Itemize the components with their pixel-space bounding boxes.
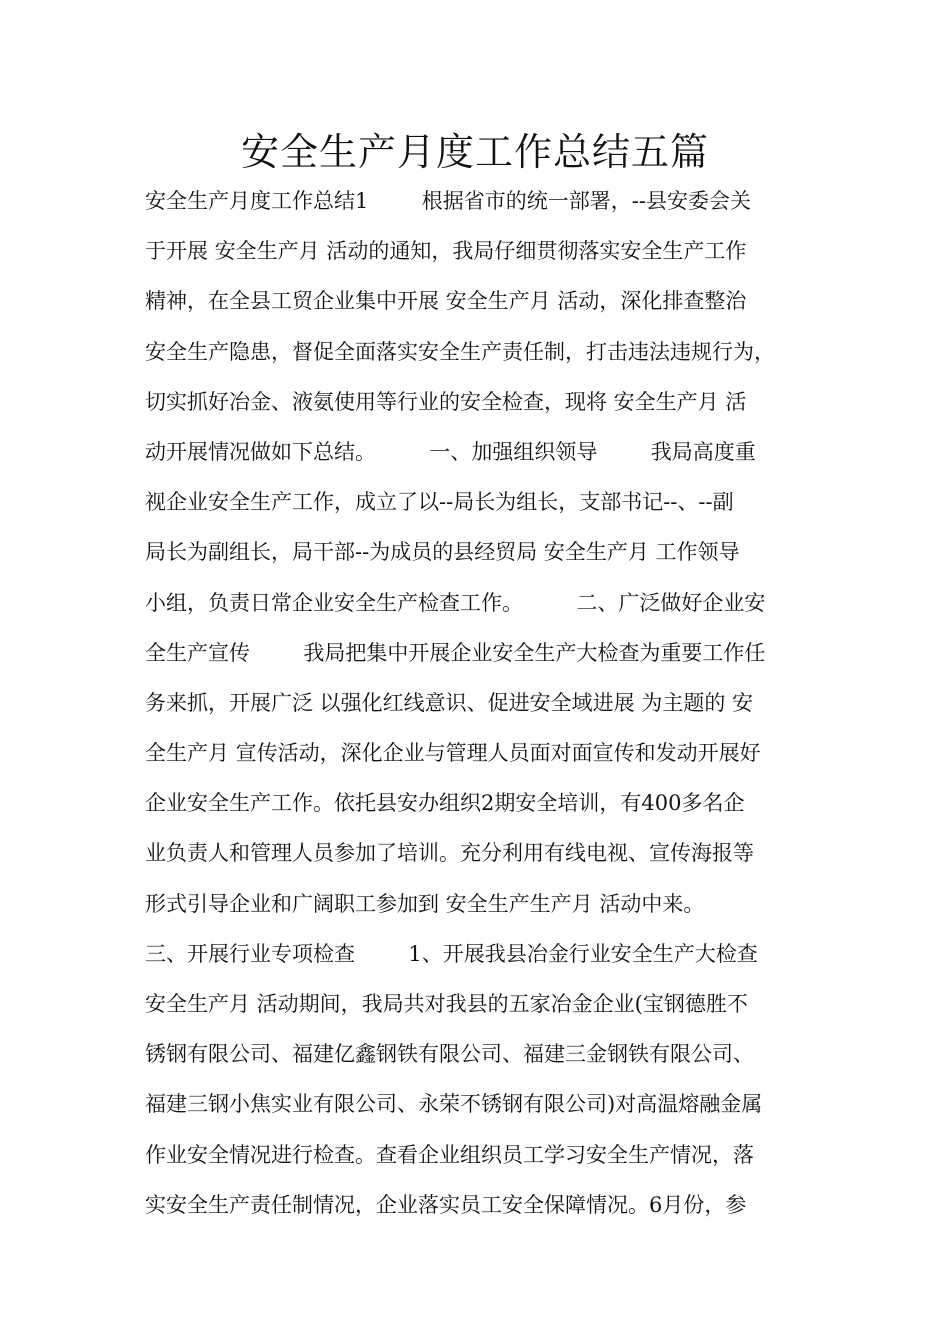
body-line: 形式引导企业和广阔职工参加到 安全生产生产月 活动中来。 — [145, 891, 705, 916]
body-line: 务来抓，开展广泛 以强化红线意识、促进安全域进展 为主题的 安 — [145, 690, 754, 715]
body-line: 全生产宣传 我局把集中开展企业安全生产大检查为重要工作任 — [145, 640, 766, 665]
body-line: 于开展 安全生产月 活动的通知，我局仔细贯彻落实安全生产工作 — [145, 239, 747, 264]
body-line: 实安全生产责任制情况，企业落实员工安全保障情况。6月份，参 — [145, 1192, 747, 1217]
document-title: 安全生产月度工作总结五篇 — [240, 130, 709, 174]
body-line: 局长为副组长，局干部--为成员的县经贸局 安全生产月 工作领导 — [145, 540, 740, 565]
body-line: 三、开展行业专项检查 1、开展我县冶金行业安全生产大检查 — [145, 941, 758, 966]
body-line: 锈钢有限公司、福建亿鑫钢铁有限公司、福建三金钢铁有限公司、 — [145, 1042, 754, 1067]
body-line: 动开展情况做如下总结。 一、加强组织领导 我局高度重 — [145, 439, 756, 464]
body-line: 安全生产月度工作总结1 根据省市的统一部署，--县安委会关 — [145, 189, 751, 213]
body-line: 福建三钢小焦实业有限公司、永荣不锈钢有限公司)对高温熔融金属 — [145, 1092, 763, 1117]
body-line: 精神，在全县工贸企业集中开展 安全生产月 活动，深化排查整治 — [145, 289, 747, 314]
body-line: 业负责人和管理人员参加了培训。充分利用有线电视、宣传海报等 — [145, 841, 754, 866]
body-line: 切实抓好冶金、液氨使用等行业的安全检查，现将 安全生产月 活 — [145, 389, 747, 414]
body-line: 作业安全情况进行检查。查看企业组织员工学习安全生产情况，落 — [145, 1142, 754, 1167]
body-line: 企业安全生产工作。依托县安办组织2期安全培训，有400多名企 — [145, 791, 745, 816]
body-line: 全生产月 宣传活动，深化企业与管理人员面对面宣传和发动开展好 — [145, 741, 761, 766]
body-line: 小组，负责日常企业安全生产检查工作。 二、广泛做好企业安 — [145, 590, 766, 615]
body-line: 安全生产月 活动期间，我局共对我县的五家冶金企业(宝钢德胜不 — [145, 992, 748, 1016]
body-line: 安全生产隐患，督促全面落实安全生产责任制，打击违法违规行为， — [145, 339, 775, 364]
body-line: 视企业安全生产工作，成立了以--局长为组长，支部书记--、--副 — [145, 490, 734, 515]
document-body — [145, 176, 815, 1230]
